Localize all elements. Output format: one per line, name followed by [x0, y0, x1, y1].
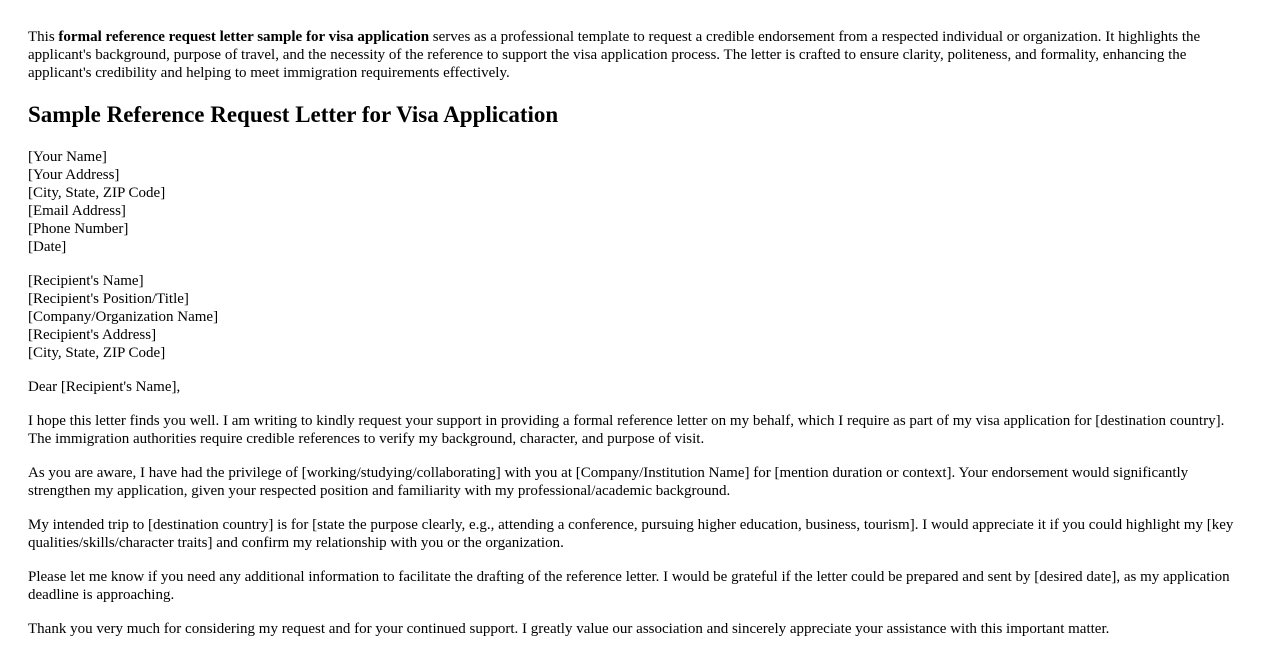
- recipient-city: [City, State, ZIP Code]: [28, 345, 166, 361]
- sender-city: [City, State, ZIP Code]: [28, 185, 166, 201]
- sender-name: [Your Name]: [28, 149, 107, 165]
- body-paragraph-5: Thank you very much for considering my request and for your continued support. I greatly value our association and sincerely appreciate your assistance with this important matter.: [28, 621, 1110, 637]
- intro-lead: This: [28, 29, 59, 45]
- recipient-address-block: [28, 272, 1250, 362]
- intro-rest: serves as a professional template to request a credible endorsement from a respected individual or organization. It highlights the applicant's background, purpose of travel, and the necessity of the reference to support the visa application process. The letter is crafted to ensure clarity, politeness, and formality, enhancing the applicant's credibility and helping to meet immigration requirements effectively.: [28, 29, 1201, 81]
- page-title: Sample Reference Request Letter for Visa Application: [28, 102, 559, 127]
- sender-address-block: [28, 148, 1250, 256]
- sender-date: [Date]: [28, 239, 67, 255]
- document-body: [28, 28, 1250, 654]
- sender-phone: [Phone Number]: [28, 221, 129, 237]
- intro-paragraph: [28, 28, 1250, 82]
- recipient-address: [Recipient's Address]: [28, 327, 157, 343]
- body-paragraph-1: I hope this letter finds you well. I am writing to kindly request your support in providing a formal reference letter on my behalf, which I require as part of my visa application for [destination country]. The immigration authorities require credible references to verify my background, character, and purpose of visit.: [28, 413, 1225, 447]
- intro-bold-phrase: formal reference request letter sample for visa application: [58, 29, 430, 45]
- body-paragraph-3: My intended trip to [destination country] is for [state the purpose clearly, e.g., attending a conference, pursuing higher education, business, tourism]. I would appreciate it if you could highlight my [key qualities/skills/character traits] and confirm my relationship with you or the organization.: [28, 517, 1234, 551]
- recipient-title: [Recipient's Position/Title]: [28, 291, 189, 307]
- salutation: Dear [Recipient's Name],: [28, 379, 181, 395]
- body-paragraph-2: As you are aware, I have had the privilege of [working/studying/collaborating] with you at [Company/Institution Name] for [mention duration or context]. Your endorsement would significantly strengthen my application, given your respected position and familiarity with my professional/academic background.: [28, 465, 1189, 499]
- sender-email: [Email Address]: [28, 203, 126, 219]
- body-paragraph-4: Please let me know if you need any additional information to facilitate the drafting of the reference letter. I would be grateful if the letter could be prepared and sent by [desired date], as my application deadline is approaching.: [28, 569, 1230, 603]
- recipient-organization: [Company/Organization Name]: [28, 309, 219, 325]
- sender-address: [Your Address]: [28, 167, 120, 183]
- recipient-name: [Recipient's Name]: [28, 273, 144, 289]
